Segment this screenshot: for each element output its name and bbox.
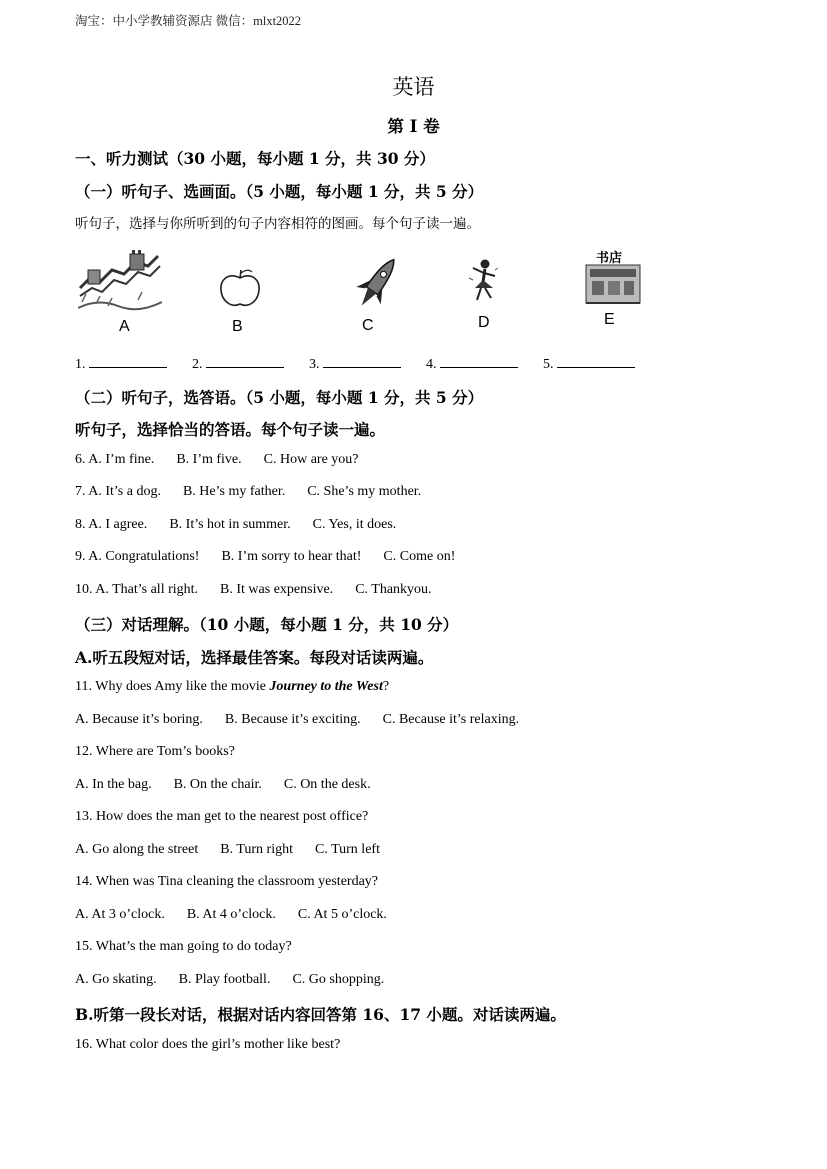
blank-4: 4. [426,357,518,372]
part1-heading: （一）听句子、选画面。（5 小题，每小题 1 分，共 5 分） [75,182,484,201]
rocket-icon [350,252,402,323]
picture-label-e: E [604,311,615,328]
question-15: 15. What’s the man going to do today? [75,939,292,954]
picture-label-c: C [362,317,374,334]
blank-3: 3. [309,357,401,372]
blank-2: 2. [192,357,284,372]
question-14: 14. When was Tina cleaning the classroom yesterday? [75,874,379,889]
question-11: 11. Why does Amy like the movie Journey to the West? [75,679,390,694]
great-wall-icon [78,248,162,319]
part3-sub-a: A.听五段短对话，选择最佳答案。每段对话读两遍。 [75,648,434,667]
apple-icon [218,268,262,315]
answer-blanks [75,355,657,373]
part2-heading: （二）听句子，选答语。（5 小题，每小题 1 分，共 5 分） [75,388,484,407]
section-heading-listening: 一、听力测试（30 小题，每小题 1 分，共 30 分） [75,149,435,168]
question-10: 10. A. That’s all right. B. It was expensive. C. Thankyou. [75,582,432,597]
blank-5: 5. [543,357,635,372]
bookstore-sign: 书店 [596,251,623,266]
options-15: A. Go skating. B. Play football. C. Go shopping. [75,972,385,987]
part3-heading: （三）对话理解。（10 小题，每小题 1 分，共 10 分） [75,615,459,634]
picture-label-b: B [232,318,243,335]
movie-title: Journey to the West [269,679,383,694]
question-7: 7. A. It’s a dog. B. He’s my father. C. She’s my mother. [75,484,422,499]
question-6: 6. A. I’m fine. B. I’m five. C. How are you? [75,452,359,467]
page-title: 英语 [392,75,435,99]
part2-instruction: 听句子，选择恰当的答语。每个句子读一遍。 [75,420,386,439]
answer-field-2[interactable] [206,355,284,368]
volume-title: 第 I 卷 [387,117,440,136]
options-11: A. Because it’s boring. B. Because it’s exciting. C. Because it’s relaxing. [75,712,520,727]
options-14: A. At 3 o’clock. B. At 4 o’clock. C. At 5 o’clock. [75,907,387,922]
picture-label-a: A [119,318,130,335]
options-12: A. In the bag. B. On the chair. C. On the desk. [75,777,371,792]
question-13: 13. How does the man get to the nearest post office? [75,809,369,824]
question-9: 9. A. Congratulations! B. I’m sorry to hear that! C. Come on! [75,549,456,564]
answer-field-5[interactable] [557,355,635,368]
dancing-girl-icon [465,258,501,313]
answer-field-1[interactable] [89,355,167,368]
answer-field-3[interactable] [323,355,401,368]
page-header: 淘宝：中小学教辅资源店 微信：mlxt2022 [75,14,302,28]
question-12: 12. Where are Tom’s books? [75,744,235,759]
part1-instruction: 听句子，选择与你所听到的句子内容相符的图画。每个句子读一遍。 [75,216,480,232]
blank-1: 1. [75,357,167,372]
question-16: 16. What color does the girl’s mother like best? [75,1037,341,1052]
part3-sub-b: B.听第一段长对话，根据对话内容回答第 16、17 小题。对话读两遍。 [75,1005,566,1024]
picture-label-d: D [478,314,490,331]
options-13: A. Go along the street B. Turn right C. Turn left [75,842,380,857]
answer-field-4[interactable] [440,355,518,368]
question-8: 8. A. I agree. B. It’s hot in summer. C. Yes, it does. [75,517,397,532]
